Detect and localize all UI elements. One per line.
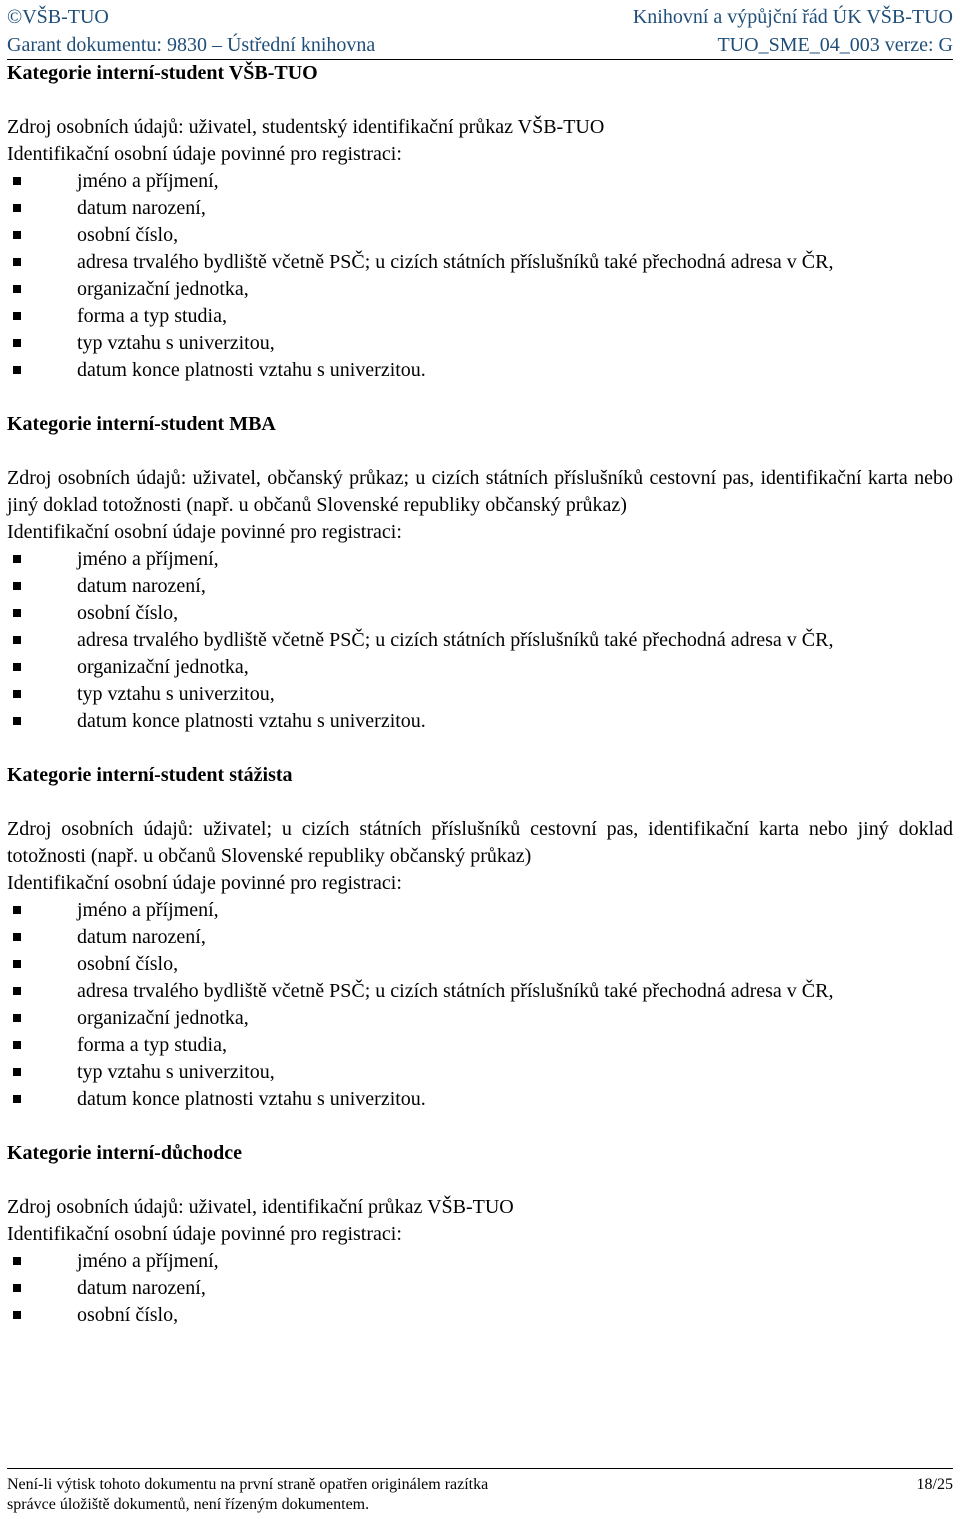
list-item: typ vztahu s univerzitou,	[7, 1059, 953, 1086]
section-title: Kategorie interní-student stážista	[7, 764, 293, 786]
header-copyright: ©VŠB-TUO	[7, 5, 109, 28]
list-item: datum konce platnosti vztahu s univerzitou.	[7, 357, 953, 384]
section-title: Kategorie interní-student MBA	[7, 413, 276, 435]
list-item: datum konce platnosti vztahu s univerzitou.	[7, 708, 953, 735]
list-item: adresa trvalého bydliště včetně PSČ; u cizích státních příslušníků také přechodná adresa v ČR,	[7, 627, 953, 654]
section-source: Zdroj osobních údajů: uživatel, studentský identifikační průkaz VŠB-TUO	[7, 116, 605, 138]
list-item: forma a typ studia,	[7, 1032, 953, 1059]
list-item: organizační jednotka,	[7, 1005, 953, 1032]
page-content	[7, 60, 953, 1329]
section-title: Kategorie interní-student VŠB-TUO	[7, 62, 318, 84]
required-fields-list	[7, 897, 953, 1113]
list-item: jméno a příjmení,	[7, 897, 953, 924]
list-item: jméno a příjmení,	[7, 1248, 953, 1275]
required-fields-list	[7, 546, 953, 735]
list-item: osobní číslo,	[7, 222, 953, 249]
page-footer	[7, 1468, 953, 1515]
section-source: Zdroj osobních údajů: uživatel, občanský průkaz; u cizích státních příslušníků cestovní pas, identifikační karta nebo jiný doklad totožnosti (např. u občanů Slovenské republiky občanský průkaz)	[7, 467, 953, 516]
list-item: organizační jednotka,	[7, 276, 953, 303]
list-item: forma a typ studia,	[7, 303, 953, 330]
section-title: Kategorie interní-důchodce	[7, 1142, 242, 1164]
footer-notice-line2: správce úložiště dokumentů, není řízeným dokumentem.	[7, 1496, 370, 1513]
header-document-title: Knihovní a výpůjční řád ÚK VŠB-TUO	[632, 5, 953, 28]
header-document-code: TUO_SME_04_003 verze: G	[717, 33, 953, 56]
list-item: datum konce platnosti vztahu s univerzitou.	[7, 1086, 953, 1113]
list-item: datum narození,	[7, 195, 953, 222]
list-item: datum narození,	[7, 924, 953, 951]
list-item: osobní číslo,	[7, 600, 953, 627]
list-item: osobní číslo,	[7, 1302, 953, 1329]
page-header	[7, 3, 953, 60]
section-required-label: Identifikační osobní údaje povinné pro registraci:	[7, 872, 402, 894]
required-fields-list	[7, 168, 953, 384]
list-item: typ vztahu s univerzitou,	[7, 330, 953, 357]
list-item: osobní číslo,	[7, 951, 953, 978]
section-source: Zdroj osobních údajů: uživatel; u cizích státních příslušníků cestovní pas, identifikační karta nebo jiný doklad totožnosti (např. u občanů Slovenské republiky občanský průkaz)	[7, 818, 953, 867]
section-required-label: Identifikační osobní údaje povinné pro registraci:	[7, 521, 402, 543]
section-required-label: Identifikační osobní údaje povinné pro registraci:	[7, 1223, 402, 1245]
list-item: adresa trvalého bydliště včetně PSČ; u cizích státních příslušníků také přechodná adresa v ČR,	[7, 249, 953, 276]
page-number: 18/25	[916, 1476, 953, 1493]
required-fields-list	[7, 1248, 953, 1329]
list-item: jméno a příjmení,	[7, 546, 953, 573]
list-item: typ vztahu s univerzitou,	[7, 681, 953, 708]
footer-notice-line1: Není-li výtisk tohoto dokumentu na první straně opatřen originálem razítka	[7, 1476, 489, 1493]
list-item: organizační jednotka,	[7, 654, 953, 681]
header-guarantor: Garant dokumentu: 9830 – Ústřední knihovna	[7, 33, 376, 56]
section-required-label: Identifikační osobní údaje povinné pro registraci:	[7, 143, 402, 165]
list-item: jméno a příjmení,	[7, 168, 953, 195]
section-source: Zdroj osobních údajů: uživatel, identifikační průkaz VŠB-TUO	[7, 1196, 514, 1218]
list-item: datum narození,	[7, 1275, 953, 1302]
list-item: adresa trvalého bydliště včetně PSČ; u cizích státních příslušníků také přechodná adresa v ČR,	[7, 978, 953, 1005]
list-item: datum narození,	[7, 573, 953, 600]
